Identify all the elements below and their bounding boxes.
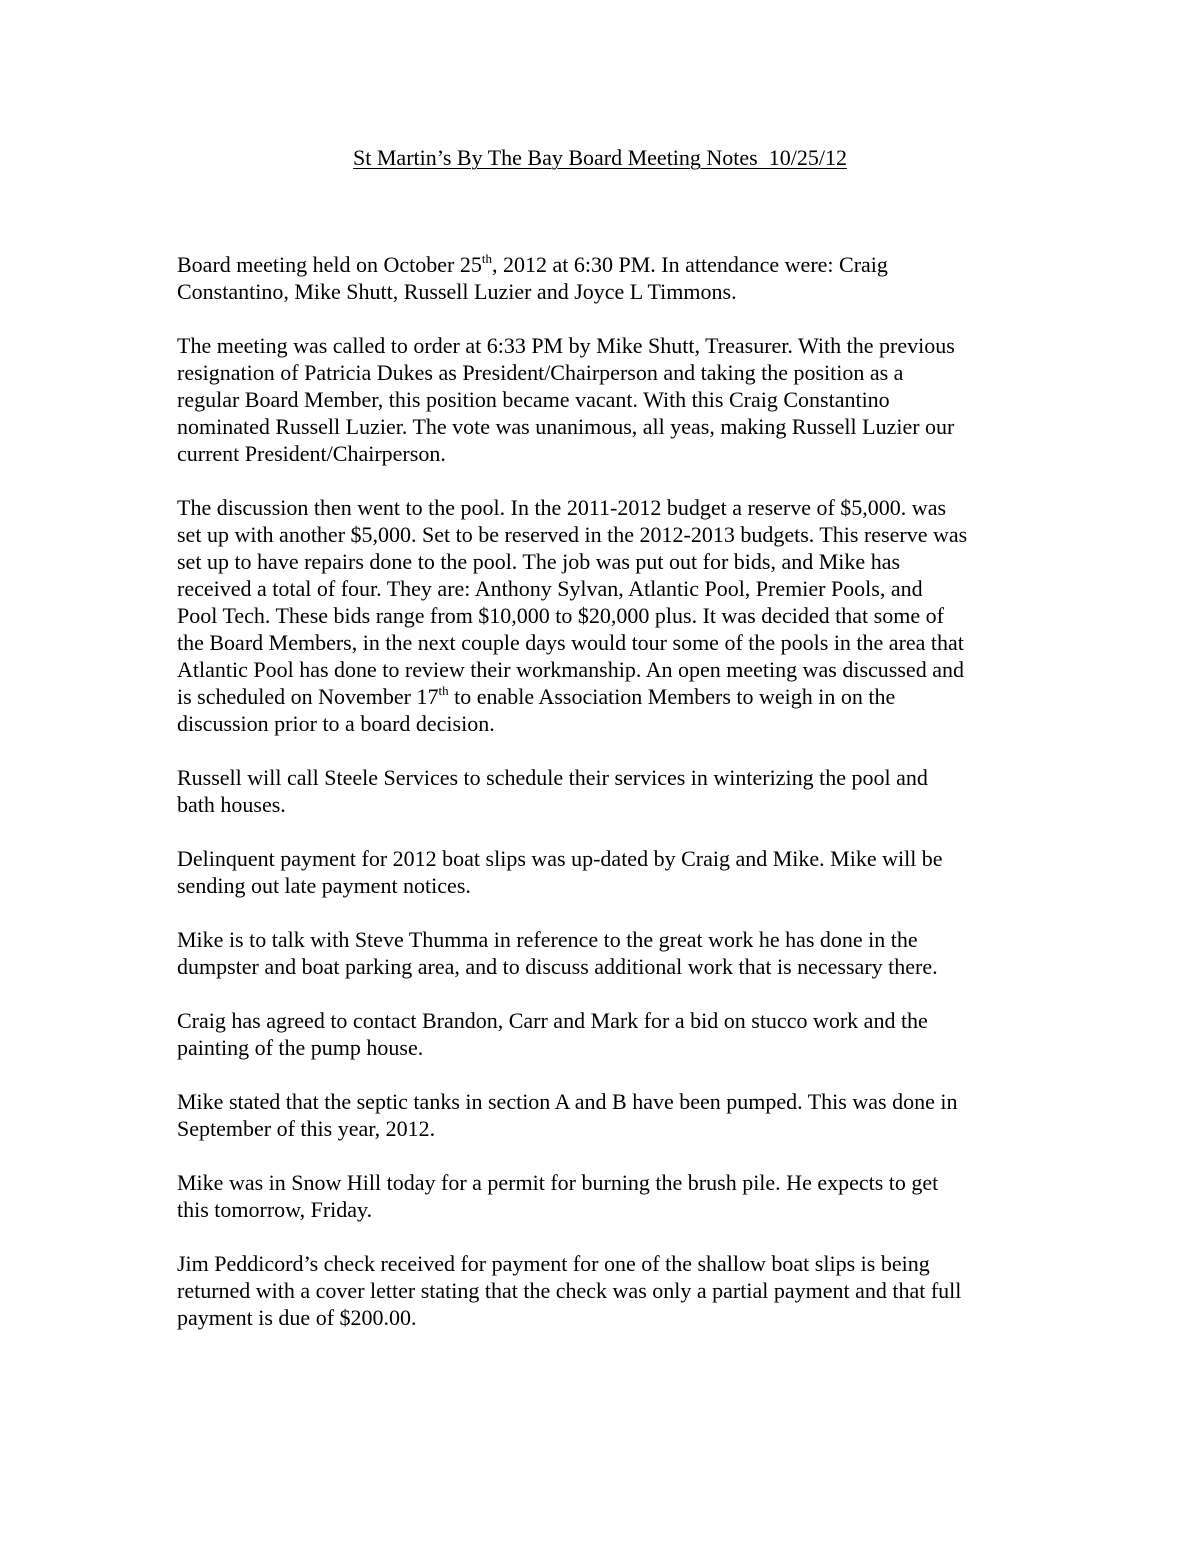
paragraph-text: , 2012 at 6:30 PM. In attendance were: Craig: [492, 252, 888, 277]
paragraph: [177, 332, 1037, 467]
paragraph-text: Mike stated that the septic tanks in section A and B have been pumped. This was done in: [177, 1089, 958, 1114]
paragraph-text: Craig has agreed to contact Brandon, Carr and Mark for a bid on stucco work and the: [177, 1008, 928, 1033]
paragraph-text: Mike is to talk with Steve Thumma in reference to the great work he has done in the: [177, 927, 918, 952]
paragraph: [177, 845, 1037, 899]
paragraph-text: Mike was in Snow Hill today for a permit for burning the brush pile. He expects to get: [177, 1170, 939, 1195]
paragraph-text: painting of the pump house.: [177, 1035, 424, 1060]
paragraph: [177, 494, 1037, 737]
paragraph: [177, 1250, 1037, 1331]
paragraph: [177, 764, 1037, 818]
paragraph-text: the Board Members, in the next couple days would tour some of the pools in the area that: [177, 630, 964, 655]
paragraph-text: received a total of four. They are: Anthony Sylvan, Atlantic Pool, Premier Pools, and: [177, 576, 923, 601]
ordinal-suffix: th: [438, 683, 449, 698]
paragraph: [177, 251, 1037, 305]
paragraph-text: discussion prior to a board decision.: [177, 711, 495, 736]
paragraph-text: resignation of Patricia Dukes as President/Chairperson and taking the position as a: [177, 360, 904, 385]
paragraph-text: set up with another $5,000. Set to be reserved in the 2012-2013 budgets. This reserve was: [177, 522, 968, 547]
paragraph-text: nominated Russell Luzier. The vote was unanimous, all yeas, making Russell Luzier our: [177, 414, 955, 439]
paragraph-text: bath houses.: [177, 792, 286, 817]
paragraph-text: to enable Association Members to weigh in on the: [448, 684, 896, 709]
document-body: [177, 251, 1037, 1358]
paragraph-text: Delinquent payment for 2012 boat slips was up-dated by Craig and Mike. Mike will be: [177, 846, 943, 871]
document-title: [0, 144, 1200, 171]
paragraph-text: Pool Tech. These bids range from $10,000 to $20,000 plus. It was decided that some of: [177, 603, 944, 628]
ordinal-suffix: th: [481, 251, 492, 266]
paragraph-text: dumpster and boat parking area, and to discuss additional work that is necessary there.: [177, 954, 938, 979]
paragraph: [177, 1088, 1037, 1142]
paragraph-text: The discussion then went to the pool. In the 2011-2012 budget a reserve of $5,000. was: [177, 495, 947, 520]
paragraph-text: September of this year, 2012.: [177, 1116, 436, 1141]
paragraph-text: returned with a cover letter stating that the check was only a partial payment and that full: [177, 1278, 962, 1303]
paragraph: [177, 926, 1037, 980]
paragraph-text: this tomorrow, Friday.: [177, 1197, 373, 1222]
paragraph-text: payment is due of $200.00.: [177, 1305, 417, 1330]
paragraph: [177, 1007, 1037, 1061]
paragraph-text: sending out late payment notices.: [177, 873, 471, 898]
paragraph-text: current President/Chairperson.: [177, 441, 446, 466]
paragraph-text: The meeting was called to order at 6:33 PM by Mike Shutt, Treasurer. With the previous: [177, 333, 955, 358]
paragraph-text: is scheduled on November 17: [177, 684, 439, 709]
paragraph-text: Constantino, Mike Shutt, Russell Luzier and Joyce L Timmons.: [177, 279, 737, 304]
paragraph-text: Board meeting held on October 25: [177, 252, 482, 277]
paragraph: [177, 1169, 1037, 1223]
paragraph-text: regular Board Member, this position became vacant. With this Craig Constantino: [177, 387, 890, 412]
document-title-text: St Martin’s By The Bay Board Meeting Notes 10/25/12: [353, 145, 847, 170]
paragraph-text: set up to have repairs done to the pool. The job was put out for bids, and Mike has: [177, 549, 901, 574]
paragraph-text: Atlantic Pool has done to review their workmanship. An open meeting was discussed and: [177, 657, 964, 682]
paragraph-text: Russell will call Steele Services to schedule their services in winterizing the pool and: [177, 765, 928, 790]
paragraph-text: Jim Peddicord’s check received for payment for one of the shallow boat slips is being: [177, 1251, 930, 1276]
